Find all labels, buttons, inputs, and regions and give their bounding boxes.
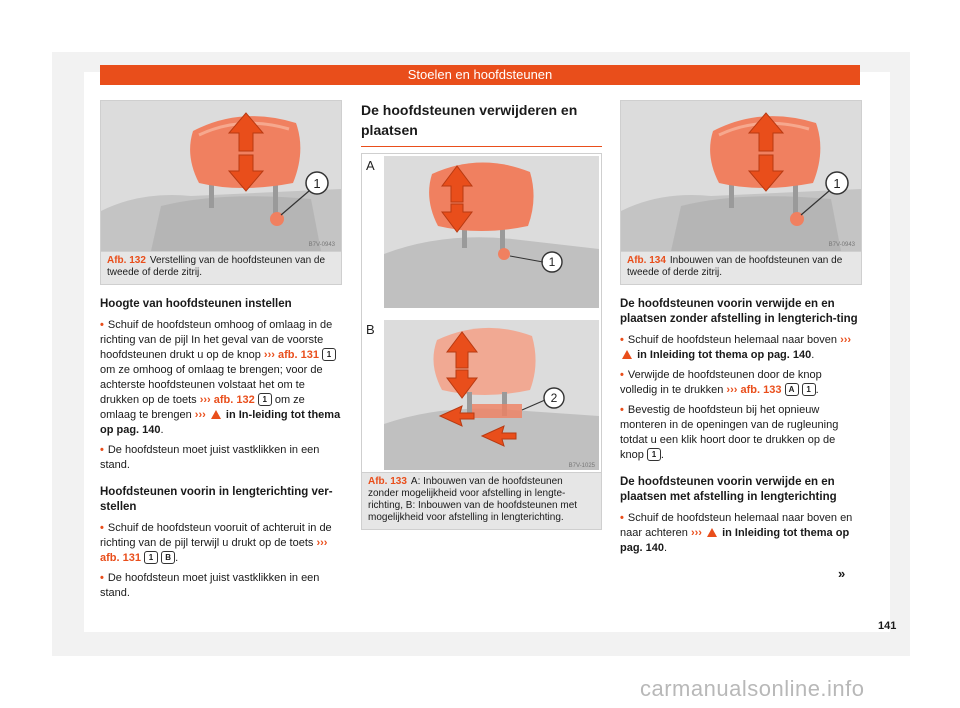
figure-link[interactable]: afb. 132 [213,394,255,406]
bullet-icon: • [620,512,624,524]
figure-132 [100,100,342,252]
section-heading: De hoofdsteunen voorin verwijde en en plaatsen zonder afstelling in lengterich-ting [620,298,858,325]
page-link[interactable]: in Inleiding tot thema op pag. 140 [620,527,850,554]
bullet-paragraph: • De hoofdsteun moet juist vastklikken in een stand. [100,444,320,471]
bullet-icon: • [100,522,104,534]
figure-code: B7V-1025 [568,463,595,469]
figure-133 [361,153,602,473]
caption-text: Verstelling van de hoofdsteunen van de tweede of derde zitrij. [107,255,326,278]
bullet-icon: • [620,404,624,416]
column-left [100,100,342,606]
column-right [620,100,862,561]
warning-icon [211,410,221,419]
caption-text: A: Inbouwen van de hoofdsteunen zonder mogelijkheid voor afstelling in lengte-richting, B: Inbouwen van de hoofdsteunen met mogelijkheid voor afstelling in lengterichting. [368,476,578,523]
figure-code: B7V-0943 [308,242,335,248]
bullet-paragraph: • Bevestig de hoofdsteun bij het opnieuw monteren in de openingen van de rugleuning totdat u een klik hoort door te drukken op de knop 1 . [620,404,839,461]
bullet-icon: • [100,444,104,456]
figure-caption [620,252,862,285]
callout-badge: 1 [144,551,158,564]
bullet-paragraph: • Schuif de hoofdsteun vooruit of achteruit in de richting van de pijl terwijl u drukt op de toets ››› afb. 131 1 B . [100,522,332,564]
section-title: De hoofdsteunen verwijderen en plaatsen [361,100,602,147]
warning-icon [622,350,632,359]
svg-text:A: A [366,158,375,173]
section-heading: De hoofdsteunen voorin verwijde en en plaatsen met afstelling in lengterichting [620,476,837,503]
figure-number: Afb. 133 [368,476,407,487]
figure-number: Afb. 134 [627,255,666,266]
section-heading: Hoofdsteunen voorin in lengterichting ver-stellen [100,486,333,513]
figure-134 [620,100,862,252]
bullet-paragraph: • De hoofdsteun moet juist vastklikken in een stand. [100,572,320,599]
bullet-paragraph: • Verwijde de hoofdsteunen door de knop volledig in te drukken ››› afb. 133 A 1 . [620,369,822,396]
bullet-icon: • [100,319,104,331]
warning-icon [707,528,717,537]
callout-badge: A [785,383,799,396]
svg-text:1: 1 [548,255,556,269]
figure-number: Afb. 132 [107,255,146,266]
watermark: carmanualsonline.info [640,676,865,701]
bullet-icon: • [620,334,624,346]
svg-text:1: 1 [313,176,321,191]
callout-badge: 1 [647,448,661,461]
bullet-paragraph: • Schuif de hoofdsteun omhoog of omlaag in de richting van de pijl In het geval van de voorste hoofdsteunen drukt u op de knop ››› afb. 131 1 om ze omhoog of omlaag te brengen; voor de achterste hoofdsteunen volstaat het om te drukken op de toets ››› afb. 132 1 om ze omlaag te brengen ››› in In-leiding tot thema op pag. 140. [100,319,341,436]
figure-caption [100,252,342,285]
figure-link[interactable]: afb. 133 [740,384,782,396]
section-heading: Hoogte van hoofdsteunen instellen [100,298,292,310]
caption-text: Inbouwen van de hoofdsteunen van de tweede of derde zitrij. [627,255,843,278]
continue-marker: » [838,566,846,581]
callout-badge: 1 [258,393,272,406]
figure-code: B7V-0943 [828,242,855,248]
callout-badge: 1 [802,383,816,396]
bullet-paragraph: • Schuif de hoofdsteun helemaal naar boven en naar achteren ››› in Inleiding tot thema op pag. 140. [620,512,853,554]
callout-badge: 1 [322,348,336,361]
chapter-header: Stoelen en hoofdsteunen [100,65,860,85]
headrest-rear-illustration [101,101,341,251]
headrest-rear-install-illustration [621,101,861,251]
page-link[interactable]: in Inleiding tot thema op pag. 140 [637,349,812,361]
svg-text:B: B [366,322,375,337]
page-link[interactable]: in In-leiding tot thema op pag. 140 [100,409,341,436]
figure-link[interactable]: afb. 131 [100,552,141,564]
page-number: 141 [878,620,897,632]
svg-text:1: 1 [833,176,841,191]
headrest-install-illustration [362,154,601,472]
callout-badge: B [161,551,175,564]
column-middle [361,100,602,530]
svg-text:2: 2 [550,391,558,405]
bullet-icon: • [100,572,104,584]
bullet-paragraph: • Schuif de hoofdsteun helemaal naar boven ››› in Inleiding tot thema op pag. 140. [620,334,852,361]
bullet-icon: • [620,369,624,381]
figure-caption [361,473,602,530]
figure-link[interactable]: afb. 131 [277,349,319,361]
